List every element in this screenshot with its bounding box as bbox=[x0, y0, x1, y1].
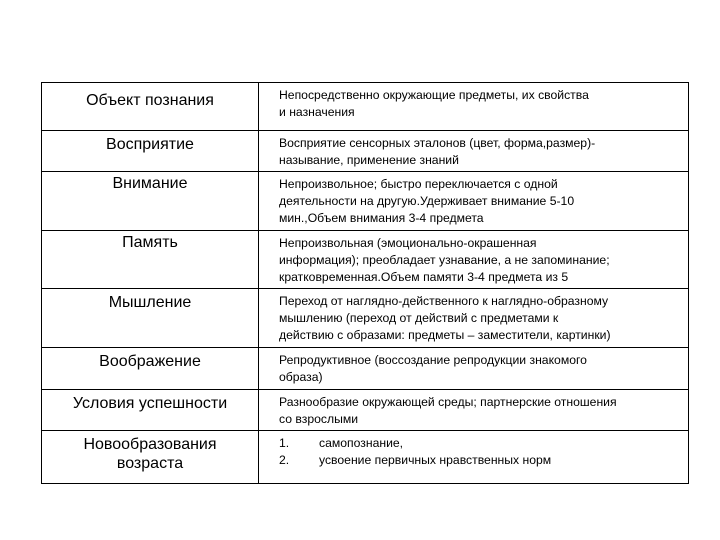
row-value-line: Переход от наглядно-действенного к наглядно-образному bbox=[279, 294, 609, 308]
row-label-cell bbox=[42, 289, 259, 348]
list-item-number: 2. bbox=[279, 453, 290, 467]
row-value-line: и назначения bbox=[279, 105, 355, 119]
row-value-line: деятельности на другую.Удерживает внимание 5-10 bbox=[279, 194, 575, 208]
row-label: Внимание bbox=[112, 175, 188, 192]
row-value-cell bbox=[259, 131, 689, 172]
row-value-line: мышлению (переход от действий с предметами к bbox=[279, 311, 559, 325]
row-value-line: Непроизвольное; быстро переключается с одной bbox=[279, 177, 558, 191]
row-value-cell bbox=[259, 431, 689, 484]
row-value-line: действию с образами: предметы – заместители, картинки) bbox=[279, 328, 611, 342]
row-label-cell bbox=[42, 83, 259, 131]
row-label-cell bbox=[42, 172, 259, 231]
row-value-line: информация); преобладает узнавание, а не запоминание; bbox=[279, 253, 610, 267]
row-value-cell bbox=[259, 172, 689, 231]
row-value-line: Непосредственно окружающие предметы, их свойства bbox=[279, 88, 589, 102]
row-value-line: Восприятие сенсорных эталонов (цвет, форма,размер)- bbox=[279, 136, 596, 150]
row-label: Память bbox=[122, 234, 178, 251]
list-item bbox=[279, 435, 678, 452]
row-label: Объект познания bbox=[86, 92, 214, 109]
row-value-line: Непроизвольная (эмоционально-окрашенная bbox=[279, 236, 537, 250]
list-item-text: самопознание, bbox=[319, 436, 404, 450]
row-value-cell bbox=[259, 83, 689, 131]
row-value-cell bbox=[259, 348, 689, 390]
list-item-text: усвоение первичных нравственных норм bbox=[319, 453, 552, 467]
table-row bbox=[42, 289, 689, 348]
row-value-line: Разнообразие окружающей среды; партнерские отношения bbox=[279, 395, 617, 409]
row-label-line: возраста bbox=[116, 455, 184, 472]
list-item bbox=[279, 452, 678, 469]
row-value-cell bbox=[259, 231, 689, 289]
row-label-cell bbox=[42, 231, 259, 289]
table-row bbox=[42, 131, 689, 172]
row-value-cell bbox=[259, 390, 689, 431]
row-label-line: Новообразования bbox=[83, 436, 217, 453]
row-value-line: называние, применение знаний bbox=[279, 153, 459, 167]
row-label: Восприятие bbox=[106, 136, 194, 153]
row-value-cell bbox=[259, 289, 689, 348]
list-item-number: 1. bbox=[279, 436, 290, 450]
table-row bbox=[42, 231, 689, 289]
row-label: Условия успешности bbox=[72, 395, 228, 412]
table-row bbox=[42, 431, 689, 484]
row-value-line: кратковременная.Объем памяти 3-4 предмета из 5 bbox=[279, 270, 569, 284]
row-label-cell bbox=[42, 390, 259, 431]
row-label-cell bbox=[42, 348, 259, 390]
row-label-cell bbox=[42, 431, 259, 484]
row-value-line: со взрослыми bbox=[279, 412, 359, 426]
info-table bbox=[41, 82, 689, 484]
table-row bbox=[42, 390, 689, 431]
row-value-line: мин.,Объем внимания 3-4 предмета bbox=[279, 211, 484, 225]
row-label: Мышление bbox=[108, 294, 192, 311]
row-value-line: образа) bbox=[279, 370, 323, 384]
row-label-cell bbox=[42, 131, 259, 172]
table-row bbox=[42, 83, 689, 131]
table-row bbox=[42, 348, 689, 390]
row-value-line: Репродуктивное (воссоздание репродукции знакомого bbox=[279, 353, 587, 367]
row-label: Воображение bbox=[99, 353, 201, 370]
table-row bbox=[42, 172, 689, 231]
